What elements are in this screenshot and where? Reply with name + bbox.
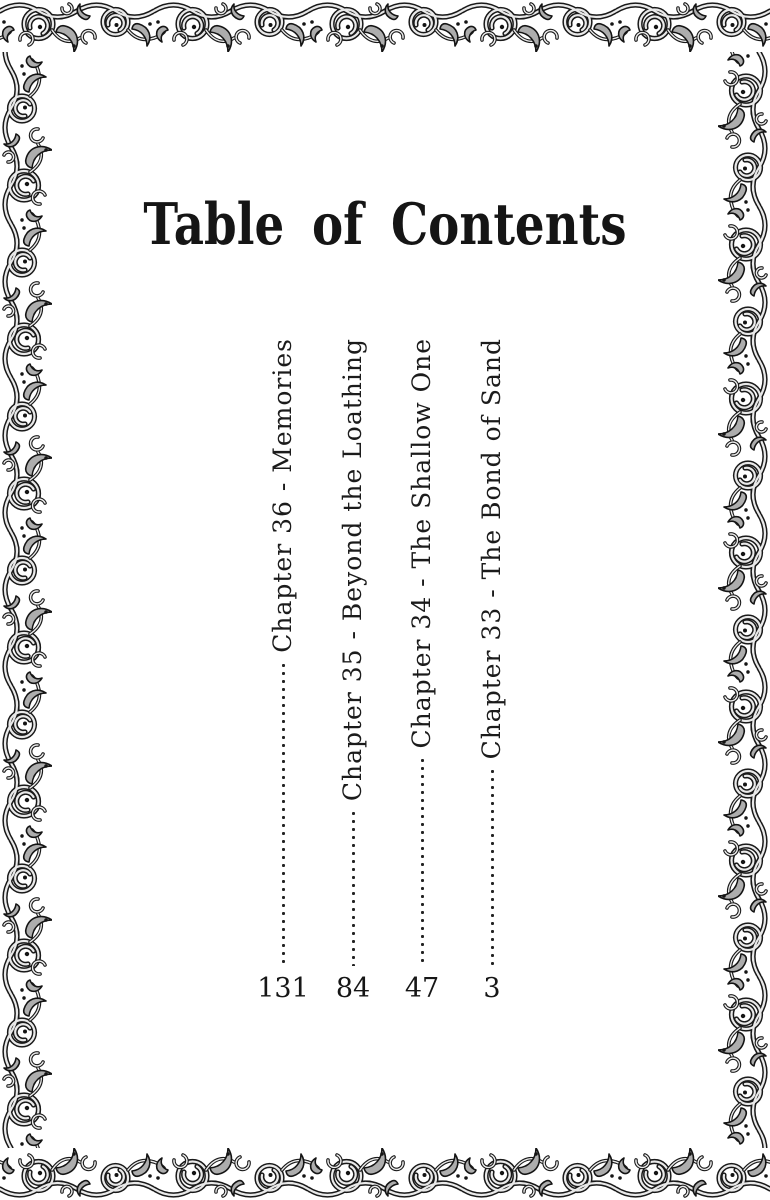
dotted-leader [421,759,424,966]
ornate-border-right [718,52,770,1148]
toc-entry-chapter-35 [318,338,388,1002]
ornate-border-left [0,52,52,1148]
dotted-leader [491,770,494,966]
toc-entry-chapter-33 [457,338,527,1002]
toc-entry-chapter-34 [387,338,457,1002]
dotted-leader [352,812,355,966]
dotted-leader [282,664,285,966]
chapter-page-number: 131 [257,973,309,1004]
chapter-label: Chapter 33 - The Bond of Sand [477,338,506,760]
chapter-label: Chapter 36 - Memories [268,338,297,653]
chapter-label: Chapter 35 - Beyond the Loathing [338,338,367,802]
chapter-page-number: 47 [404,973,440,1004]
toc-entry-chapter-36 [248,338,318,1002]
chapter-page-number: 3 [483,973,501,1004]
ornate-border-bottom [0,1148,770,1200]
chapter-label: Chapter 34 - The Shallow One [407,338,436,749]
page-title: Table of Contents [143,191,627,258]
ornate-border-top [0,0,770,52]
chapter-page-number: 84 [335,973,371,1004]
